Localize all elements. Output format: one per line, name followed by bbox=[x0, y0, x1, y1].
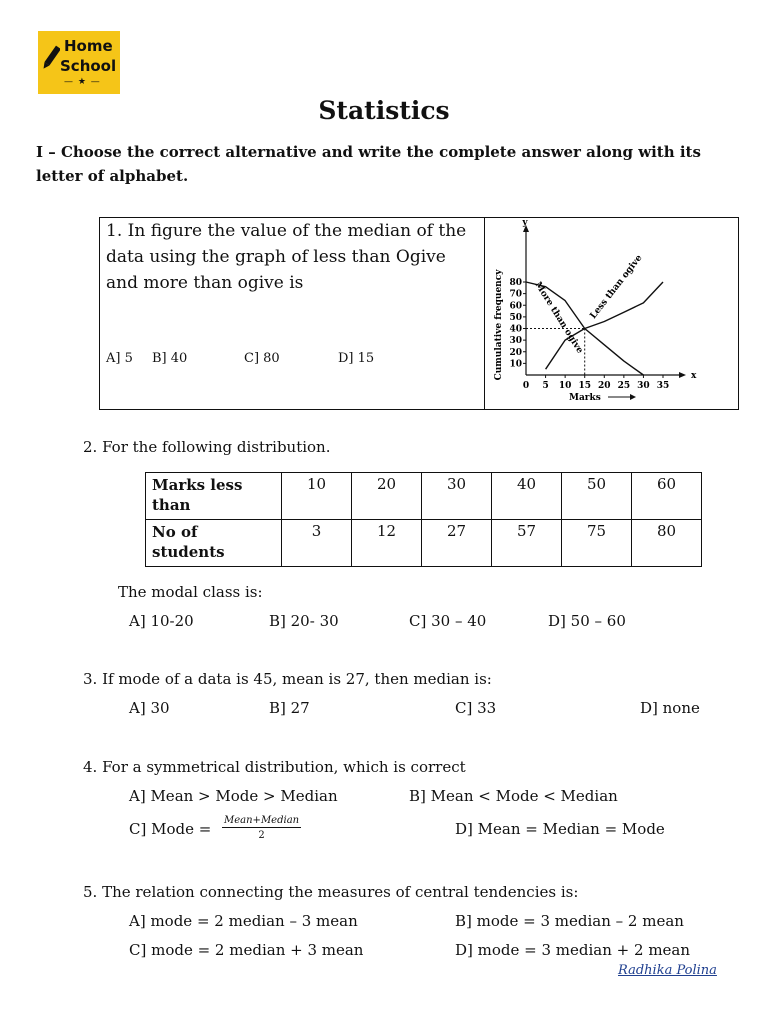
author-name: Radhika Polina bbox=[618, 963, 717, 978]
y-tick-label: 50 bbox=[509, 312, 522, 323]
q1-option-c: C] 80 bbox=[244, 351, 280, 366]
table-row-marks bbox=[146, 473, 702, 520]
table-row-students bbox=[146, 520, 702, 567]
q2-option-b: B] 20- 30 bbox=[269, 612, 339, 630]
table-cell: 12 bbox=[352, 520, 422, 567]
q5-option-c: C] mode = 2 median + 3 mean bbox=[129, 941, 364, 959]
home-school-logo bbox=[38, 31, 120, 94]
question-1-text: 1. In figure the value of the median of the data using the graph of less than Ogive and more than ogive is bbox=[106, 221, 467, 293]
x-axis-title: Marks bbox=[569, 393, 601, 403]
table-header-marks: Marks less than bbox=[146, 473, 282, 520]
y-tick-label: 40 bbox=[509, 324, 522, 335]
q1-option-b: B] 40 bbox=[152, 351, 188, 366]
instructions: I – Choose the correct alternative and write the complete answer along with its letter of alphabet. bbox=[36, 143, 701, 185]
x-tick-label: 10 bbox=[558, 381, 572, 391]
q3-option-a: A] 30 bbox=[129, 699, 170, 717]
x-tick-label: 0 bbox=[522, 381, 530, 391]
x-tick-label: 25 bbox=[617, 381, 631, 391]
x-tick-label: 30 bbox=[637, 381, 650, 391]
mean-median-fraction bbox=[222, 815, 301, 841]
pencil-icon bbox=[42, 43, 60, 73]
table-cell: 3 bbox=[282, 520, 352, 567]
x-title-arrow-head bbox=[630, 394, 636, 400]
table-cell: 57 bbox=[492, 520, 562, 567]
q1-option-a: A] 5 bbox=[106, 351, 133, 366]
q5-option-a: A] mode = 2 median – 3 mean bbox=[129, 912, 358, 930]
table-cell: 27 bbox=[422, 520, 492, 567]
table-cell: 10 bbox=[282, 473, 352, 520]
x-axis-arrow bbox=[679, 372, 686, 378]
q4-option-d: D] Mean = Median = Mode bbox=[455, 820, 665, 838]
table-cell: 40 bbox=[492, 473, 562, 520]
distribution-table bbox=[145, 472, 702, 567]
series-label-more-than: More than ogive bbox=[532, 280, 585, 356]
x-axis-letter: x bbox=[691, 371, 697, 381]
table-cell: 30 bbox=[422, 473, 492, 520]
y-tick-label: 30 bbox=[509, 336, 522, 347]
ogive-chart bbox=[486, 218, 738, 408]
x-tick-label: 35 bbox=[656, 381, 670, 391]
table-cell: 75 bbox=[562, 520, 632, 567]
series-label-less-than: Less than ogive bbox=[588, 253, 645, 322]
table-cell: 60 bbox=[632, 473, 702, 520]
x-tick-label: 20 bbox=[598, 381, 611, 391]
x-tick-label: 15 bbox=[578, 381, 591, 391]
y-tick-label: 80 bbox=[509, 278, 522, 288]
y-axis-title: Cumulative frequency bbox=[494, 269, 504, 381]
q2-option-c: C] 30 – 40 bbox=[409, 612, 487, 630]
q3-option-b: B] 27 bbox=[269, 699, 310, 717]
table-cell: 80 bbox=[632, 520, 702, 567]
question-2-prompt: The modal class is: bbox=[118, 583, 263, 601]
logo-line-1: Home bbox=[64, 37, 113, 55]
y-tick-label: 20 bbox=[509, 347, 522, 358]
y-tick-label: 10 bbox=[509, 359, 522, 370]
table-cell: 50 bbox=[562, 473, 632, 520]
question-1-divider bbox=[484, 217, 485, 410]
x-tick-label: 5 bbox=[542, 381, 549, 391]
q4-option-b: B] Mean < Mode < Median bbox=[409, 787, 618, 805]
q4-option-c: C] Mode = bbox=[129, 820, 212, 838]
table-cell: 20 bbox=[352, 473, 422, 520]
question-4-text: 4. For a symmetrical distribution, which is correct bbox=[83, 758, 466, 776]
q4-option-a: A] Mean > Mode > Median bbox=[129, 787, 338, 805]
table-header-students: No of students bbox=[146, 520, 282, 567]
y-axis-letter: y bbox=[522, 218, 528, 228]
logo-line-3: — ★ — bbox=[64, 77, 101, 87]
q3-option-c: C] 33 bbox=[455, 699, 497, 717]
question-5-text: 5. The relation connecting the measures of central tendencies is: bbox=[83, 883, 579, 901]
q3-option-d: D] none bbox=[640, 699, 700, 717]
q5-option-d: D] mode = 3 median + 2 mean bbox=[455, 941, 691, 959]
y-tick-label: 60 bbox=[509, 301, 522, 312]
q1-option-d: D] 15 bbox=[338, 351, 375, 366]
q5-option-b: B] mode = 3 median – 2 mean bbox=[455, 912, 684, 930]
question-2-text: 2. For the following distribution. bbox=[83, 438, 331, 456]
logo-line-2: School bbox=[60, 57, 117, 75]
fraction-numerator: Mean+Median bbox=[224, 815, 300, 826]
fraction-denominator: 2 bbox=[258, 830, 265, 841]
question-3-text: 3. If mode of a data is 45, mean is 27, then median is: bbox=[83, 670, 492, 688]
q2-option-a: A] 10-20 bbox=[129, 612, 194, 630]
y-tick-label: 70 bbox=[509, 289, 522, 300]
q2-option-d: D] 50 – 60 bbox=[548, 612, 626, 630]
page-title: Statistics bbox=[318, 96, 450, 125]
